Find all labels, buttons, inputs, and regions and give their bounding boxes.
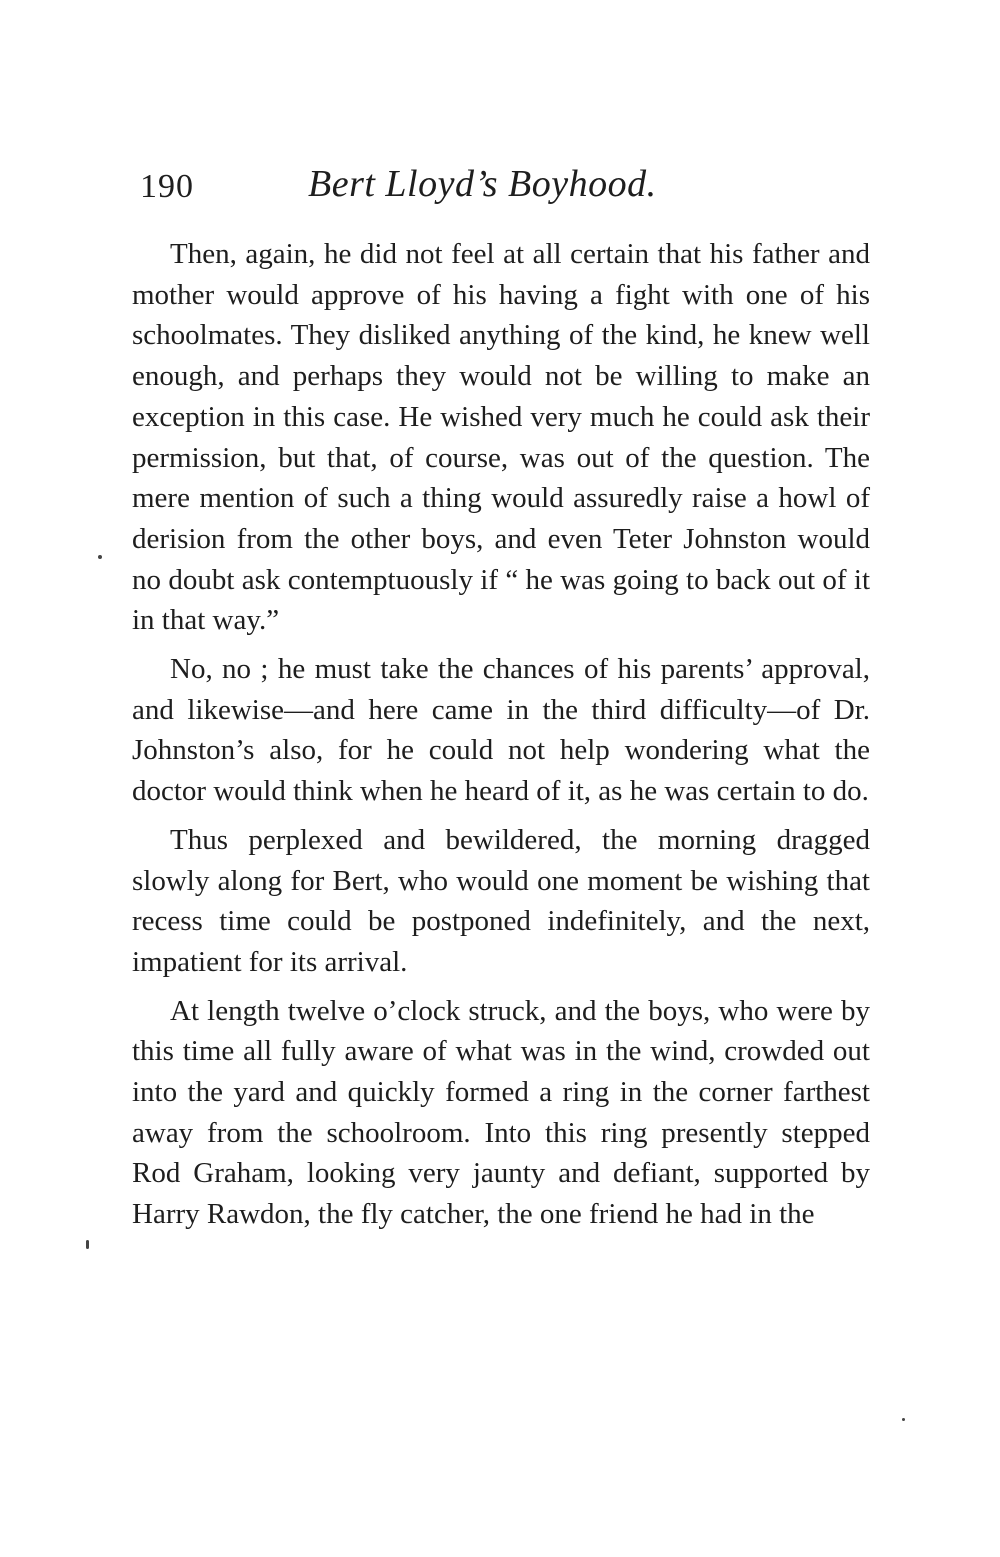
scan-speck [98,555,102,559]
running-title: Bert Lloyd’s Boyhood. [308,163,657,205]
paragraph-4: At length twelve o’clock struck, and the boys, who were by this time all fully aware of what was in the wind, crowded out into the yard and quickly formed a ring in the corner farthest away from the schoolroom. Into this ring presently stepped Rod Graham, looking very jaunty and defiant, supported by Harry Rawdon, the fly catcher, the one friend he had in the [132,994,870,1231]
running-head [128,160,868,216]
page-number: 190 [140,168,194,205]
paragraph-1: Then, again, he did not feel at all certain that his father and mother would approve of his having a fight with one of his schoolmates. They disliked anything of the kind, he knew well enough, and perhaps they would not be willing to make an exception in this case. He wished very much he could ask their permission, but that, of course, was out of the question. The mere mention of such a thing would assuredly raise a howl of derision from the other boys, and even Teter Johnston would no doubt ask contemptuously if “ he was going to back out of it in that way.” [132,238,870,637]
body-text [132,234,870,1243]
scan-speck [902,1418,905,1421]
scan-speck [86,1240,89,1249]
paragraph-3: Thus perplexed and bewildered, the morning dragged slowly along for Bert, who would one moment be wishing that recess time could be postponed indefinitely, and the next, impatient for its arrival. [132,823,870,978]
paragraph-2: No, no ; he must take the chances of his parents’ approval, and likewise—and here came in the third difficulty—of Dr. Johnston’s also, for he could not help wondering what the doctor would think when he heard of it, as he was certain to do. [132,653,870,808]
